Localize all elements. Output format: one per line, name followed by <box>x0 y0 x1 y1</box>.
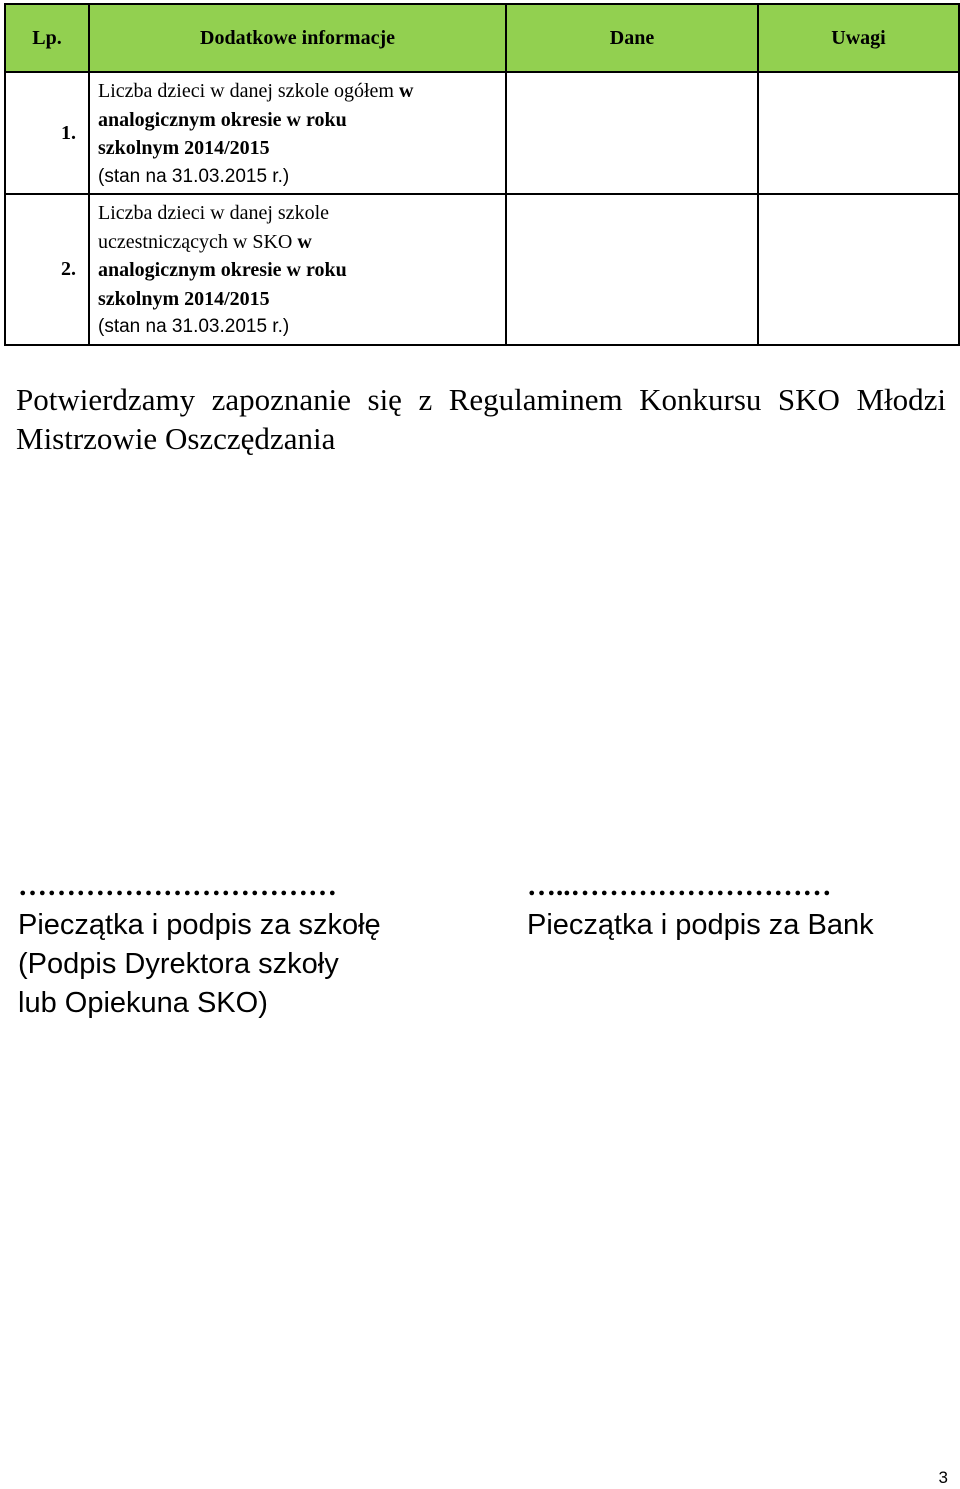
row1-line2: analogicznym okresie w roku <box>98 108 347 131</box>
page-number: 3 <box>938 1468 948 1487</box>
row-uwagi-cell[interactable] <box>758 194 959 345</box>
table-row <box>5 194 959 345</box>
school-signature-note: (Podpis Dyrektora szkoły <box>18 948 339 980</box>
info-table <box>4 3 960 346</box>
row2-line3: analogicznym okresie w roku <box>98 259 347 281</box>
table-row <box>5 72 959 194</box>
row2-line2a: uczestniczących w SKO <box>98 230 293 253</box>
row1-line1b: w <box>394 80 414 102</box>
confirmation-statement: Potwierdzamy zapoznanie się z Regulaminem Konkursu SKO Młodzi Mistrzowie Oszczędzania <box>16 382 946 456</box>
school-signature-note-2: lub Opiekuna SKO) <box>18 987 268 1019</box>
header-dane: Dane <box>506 4 758 72</box>
row-description <box>89 72 506 194</box>
bank-signature-block <box>527 867 874 945</box>
row2-line5: (stan na 31.03.2015 r.) <box>98 316 290 337</box>
row1-line3: szkolnym 2014/2015 <box>98 137 270 159</box>
row-number: 2. <box>5 194 89 345</box>
header-lp: Lp. <box>5 4 89 72</box>
row-dane-cell[interactable] <box>506 194 758 345</box>
row1-line1a: Liczba dzieci w danej szkole ogółem <box>98 80 394 102</box>
table-header-row <box>5 4 959 72</box>
school-signature-line: …………………………… <box>18 870 337 902</box>
school-signature-label: Pieczątka i podpis za szkołę <box>18 909 381 941</box>
row-number: 1. <box>5 72 89 194</box>
row-description <box>89 194 506 345</box>
row1-line4: (stan na 31.03.2015 r.) <box>98 165 290 187</box>
row2-line2b: w <box>292 230 312 253</box>
header-uwagi: Uwagi <box>758 4 959 72</box>
bank-signature-label: Pieczątka i podpis za Bank <box>527 909 874 941</box>
row-dane-cell[interactable] <box>506 72 758 194</box>
row2-line4: szkolnym 2014/2015 <box>98 287 270 310</box>
school-signature-block <box>18 867 381 1023</box>
header-info: Dodatkowe informacje <box>89 4 506 72</box>
row2-line1: Liczba dzieci w danej szkole <box>98 202 329 224</box>
row-uwagi-cell[interactable] <box>758 72 959 194</box>
bank-signature-line: …..……………………… <box>527 870 832 902</box>
